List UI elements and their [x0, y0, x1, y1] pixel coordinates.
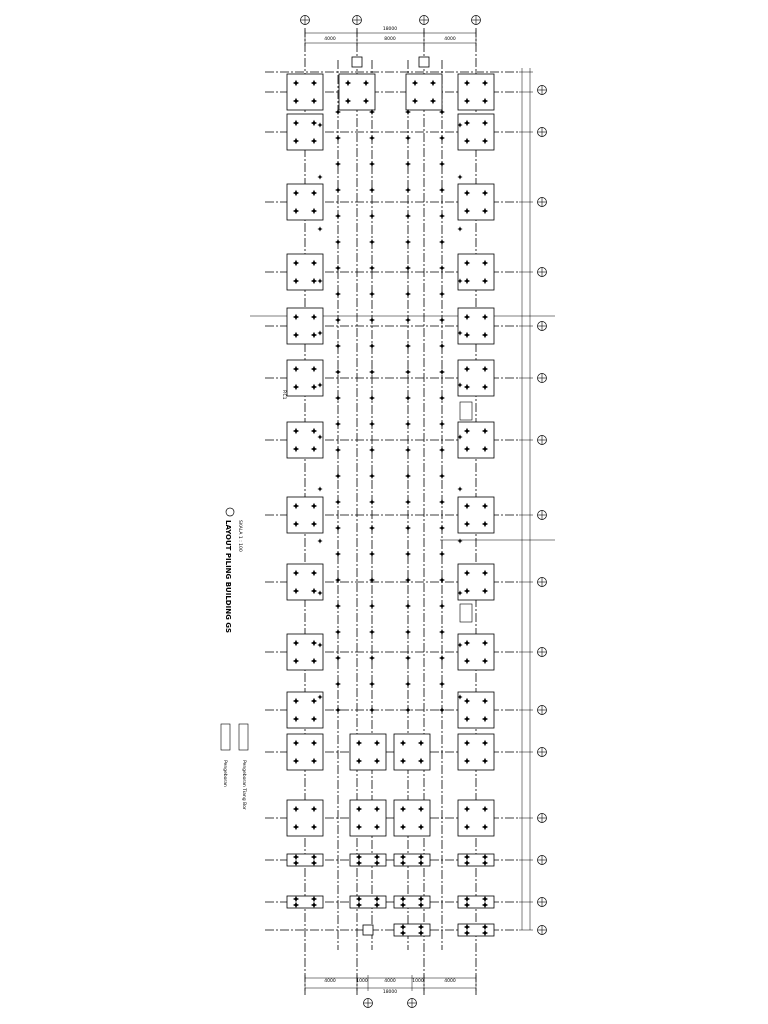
- pile-cap: [458, 692, 494, 728]
- pile-icon: [335, 369, 341, 375]
- pile-icon: [457, 174, 462, 179]
- pile-icon: [335, 213, 341, 219]
- pile-icon: [335, 395, 341, 401]
- pile-icon: [369, 499, 375, 505]
- pile-cap: [458, 800, 494, 836]
- pile-icon: [439, 655, 445, 661]
- pile-icon: [335, 473, 341, 479]
- pile-icon: [317, 226, 322, 231]
- strip-pile-cap: [394, 854, 430, 866]
- pile-icon: [369, 707, 375, 713]
- pile-icon: [439, 291, 445, 297]
- pile-icon: [335, 239, 341, 245]
- pile-icon: [335, 421, 341, 427]
- pile-caps: [287, 57, 494, 936]
- pile-icon: [405, 239, 411, 245]
- pile-icon: [335, 629, 341, 635]
- pile-cap: [458, 360, 494, 396]
- pile-icon: [405, 265, 411, 271]
- column-mark: [419, 57, 429, 67]
- detail-bracket: [460, 402, 472, 420]
- pile-icon: [369, 447, 375, 453]
- pile-icon: [439, 395, 445, 401]
- pile-icon: [335, 187, 341, 193]
- top-dim-seg-2: 8000: [384, 37, 396, 42]
- bottom-dim-seg-4: 1000: [412, 979, 424, 984]
- pile-cap: [287, 254, 323, 290]
- pile-icon: [439, 187, 445, 193]
- pile-icon: [369, 525, 375, 531]
- pile-cap: [458, 254, 494, 290]
- pile-icon: [369, 629, 375, 635]
- pile-icon: [439, 577, 445, 583]
- pile-icon: [439, 213, 445, 219]
- pile-icon: [405, 187, 411, 193]
- pile-icon: [405, 161, 411, 167]
- pile-icon: [405, 317, 411, 323]
- pile-icon: [439, 681, 445, 687]
- pile-icon: [335, 317, 341, 323]
- pile-icon: [369, 473, 375, 479]
- legend-label-drilling: Pengeboran: [222, 760, 227, 787]
- strip-pile-cap: [458, 854, 494, 866]
- pile-cap: [458, 74, 494, 110]
- bottom-dim-seg-1: 4000: [324, 979, 336, 984]
- pile-icon: [405, 395, 411, 401]
- pile-icon: [405, 603, 411, 609]
- pile-cap: [287, 184, 323, 220]
- pile-cap: [287, 308, 323, 344]
- pile-icon: [439, 239, 445, 245]
- pile-icon: [369, 421, 375, 427]
- pile-cap: [458, 308, 494, 344]
- pile-icon: [335, 655, 341, 661]
- pile-icon: [317, 538, 322, 543]
- pile-icon: [369, 265, 375, 271]
- strip-pile-cap: [394, 896, 430, 908]
- top-dim-seg-3: 4000: [444, 37, 456, 42]
- pile-icon: [439, 447, 445, 453]
- pile-icon: [335, 161, 341, 167]
- side-callout: [281, 390, 287, 400]
- pile-cap: [287, 564, 323, 600]
- pile-cap: [350, 734, 386, 770]
- pile-icon: [457, 538, 462, 543]
- pile-icon: [439, 421, 445, 427]
- pile-icon: [457, 486, 462, 491]
- pile-icon: [369, 213, 375, 219]
- pile-icon: [369, 291, 375, 297]
- pile-icon: [439, 369, 445, 375]
- pile-cap: [287, 360, 323, 396]
- pile-cap: [406, 74, 442, 110]
- pile-icon: [335, 603, 341, 609]
- pile-icon: [439, 551, 445, 557]
- pile-icon: [317, 486, 322, 491]
- pile-icon: [335, 343, 341, 349]
- pile-icon: [369, 603, 375, 609]
- strip-pile-cap: [287, 854, 323, 866]
- pile-icon: [405, 421, 411, 427]
- strip-pile-cap: [394, 924, 430, 936]
- pile-icon: [439, 707, 445, 713]
- pile-icon: [335, 681, 341, 687]
- pile-icon: [405, 551, 411, 557]
- pile-icon: [405, 291, 411, 297]
- pile-icon: [405, 343, 411, 349]
- pile-icon: [439, 161, 445, 167]
- pile-icon: [439, 343, 445, 349]
- strip-pile-cap: [350, 854, 386, 866]
- pile-icon: [369, 317, 375, 323]
- pile-icon: [335, 525, 341, 531]
- pile-cap: [287, 634, 323, 670]
- pile-icon: [369, 239, 375, 245]
- pile-icon: [405, 707, 411, 713]
- title-block: [224, 508, 243, 633]
- pile-icon: [439, 629, 445, 635]
- pile-cap: [287, 422, 323, 458]
- column-mark: [352, 57, 362, 67]
- bottom-dim-seg-3: 4000: [384, 979, 396, 984]
- pile-icon: [369, 187, 375, 193]
- pile-icon: [335, 291, 341, 297]
- pile-icon: [369, 369, 375, 375]
- strip-pile-cap: [350, 896, 386, 908]
- bottom-total-dimension: 18000: [382, 990, 398, 995]
- dimension-lines: [305, 30, 533, 991]
- pile-cap: [458, 634, 494, 670]
- pile-icon: [335, 707, 341, 713]
- pile-cap: [458, 114, 494, 150]
- legend-label-bored-pile: Pengeboran Tiang Bor: [241, 760, 246, 810]
- pile-icon: [369, 343, 375, 349]
- pile-cap: [287, 800, 323, 836]
- pile-icon: [439, 473, 445, 479]
- pile-icon: [335, 551, 341, 557]
- pile-icon: [335, 135, 341, 141]
- pile-icon: [369, 551, 375, 557]
- pile-cap: [287, 74, 323, 110]
- pile-icon: [439, 603, 445, 609]
- legend-swatch-drilling: [239, 724, 248, 750]
- pile-cap: [287, 497, 323, 533]
- pile-icon: [439, 317, 445, 323]
- pile-icon: [405, 525, 411, 531]
- pile-cap-callout: P.C1: [281, 390, 286, 400]
- pile-cap: [458, 422, 494, 458]
- pile-icon: [405, 655, 411, 661]
- bottom-dim-seg-5: 4000: [444, 979, 456, 984]
- pile-cap: [287, 734, 323, 770]
- pile-icon: [335, 499, 341, 505]
- pile-icon: [405, 499, 411, 505]
- pile-icon: [439, 525, 445, 531]
- pile-cap: [287, 692, 323, 728]
- pile-cap: [458, 734, 494, 770]
- strip-pile-cap: [458, 896, 494, 908]
- pile-icon: [369, 161, 375, 167]
- drawing-title: LAYOUT PILING BUILDING GS: [224, 520, 232, 634]
- drawing-scale: SKALA 1 : 100: [237, 520, 242, 552]
- pile-cap: [394, 734, 430, 770]
- pile-icon: [439, 135, 445, 141]
- column-mark: [363, 925, 373, 935]
- pile-icon: [369, 135, 375, 141]
- pile-icon: [317, 174, 322, 179]
- legend-swatch-bored-pile: [221, 724, 230, 750]
- top-dim-seg-1: 4000: [324, 37, 336, 42]
- pile-icon: [405, 629, 411, 635]
- pile-cap: [458, 564, 494, 600]
- pile-icon: [405, 369, 411, 375]
- pile-cap: [458, 184, 494, 220]
- pile-cap: [339, 74, 375, 110]
- pile-icon: [335, 265, 341, 271]
- strip-pile-cap: [458, 924, 494, 936]
- dimension-texts: [324, 26, 456, 995]
- bottom-dim-seg-2: 1000: [356, 979, 368, 984]
- pile-icon: [405, 473, 411, 479]
- pile-icon: [335, 447, 341, 453]
- top-total-dimension: 18000: [382, 27, 398, 32]
- pile-icon: [405, 447, 411, 453]
- pile-icon: [369, 395, 375, 401]
- pile-icon: [457, 226, 462, 231]
- pile-icon: [439, 499, 445, 505]
- pile-icon: [369, 655, 375, 661]
- strip-pile-cap: [287, 896, 323, 908]
- pile-icon: [369, 681, 375, 687]
- pile-cap: [458, 497, 494, 533]
- pile-cap: [394, 800, 430, 836]
- detail-bracket: [460, 604, 472, 622]
- pile-icon: [405, 135, 411, 141]
- pile-icon: [405, 681, 411, 687]
- pile-icon: [439, 265, 445, 271]
- legend: [221, 724, 248, 810]
- pile-icon: [405, 213, 411, 219]
- pile-cap: [287, 114, 323, 150]
- title-marker-icon: [226, 508, 234, 516]
- pile-cap: [350, 800, 386, 836]
